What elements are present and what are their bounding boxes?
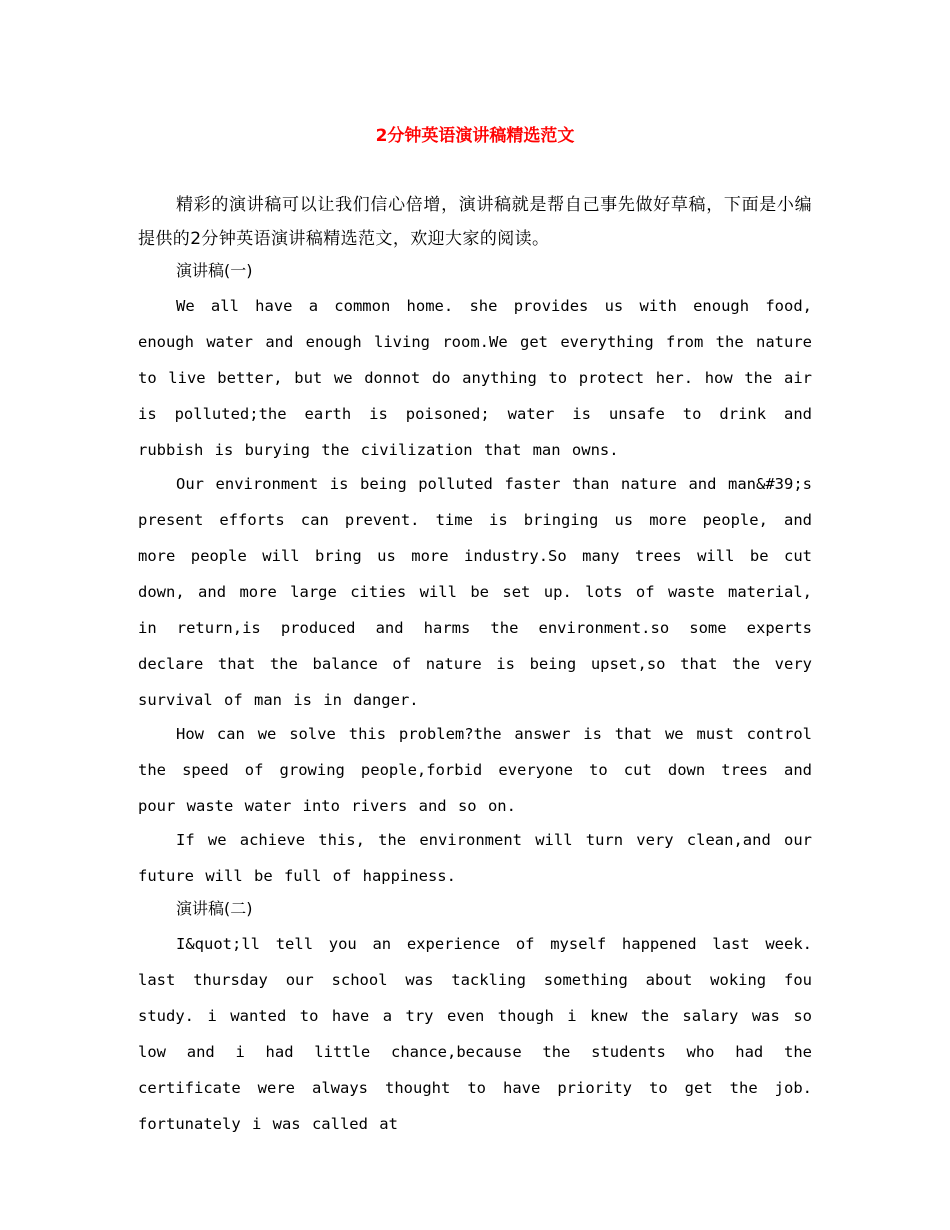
paragraph: I&quot;ll tell you an experience of myself happened last week. last thursday our school was tackling something about woking fou study. i wanted to have a try even though i knew the salary was so low and i had little chance,because the students who had the certificate were always thought to have priority to get the job. fortunately i was called at	[138, 935, 812, 1133]
paragraph: If we achieve this, the environment will turn very clean,and our future will be full of happiness.	[138, 831, 812, 885]
intro-paragraph: 精彩的演讲稿可以让我们信心倍增，演讲稿就是帮自己事先做好草稿，下面是小编提供的2分钟英语演讲稿精选范文，欢迎大家的阅读。	[138, 195, 812, 249]
paragraph: Our environment is being polluted faster than nature and man&#39;s present efforts can prevent. time is bringing us more people, and more people will bring us more industry.So many trees will be cut down, and more large cities will be set up. lots of waste material, in return,is produced and harms the environment.so some experts declare that the balance of nature is being upset,so that the very survival of man is in danger.	[138, 475, 812, 709]
section-heading-2: 演讲稿(二)	[176, 899, 253, 918]
paragraph: How can we solve this problem?the answer is that we must control the speed of growing people,forbid everyone to cut down trees and pour waste water into rivers and so on.	[138, 725, 812, 815]
document-page	[138, 0, 812, 1230]
section-heading-1: 演讲稿(一)	[176, 261, 253, 280]
document-body	[138, 188, 812, 1140]
paragraph: We all have a common home. she provides us with enough food, enough water and enough living room.We get everything from the nature to live better, but we donnot do anything to protect her. how the air is polluted;the earth is poisoned; water is unsafe to drink and rubbish is burying the civilization that man owns.	[138, 297, 812, 459]
document-title: 2分钟英语演讲稿精选范文	[375, 126, 575, 146]
